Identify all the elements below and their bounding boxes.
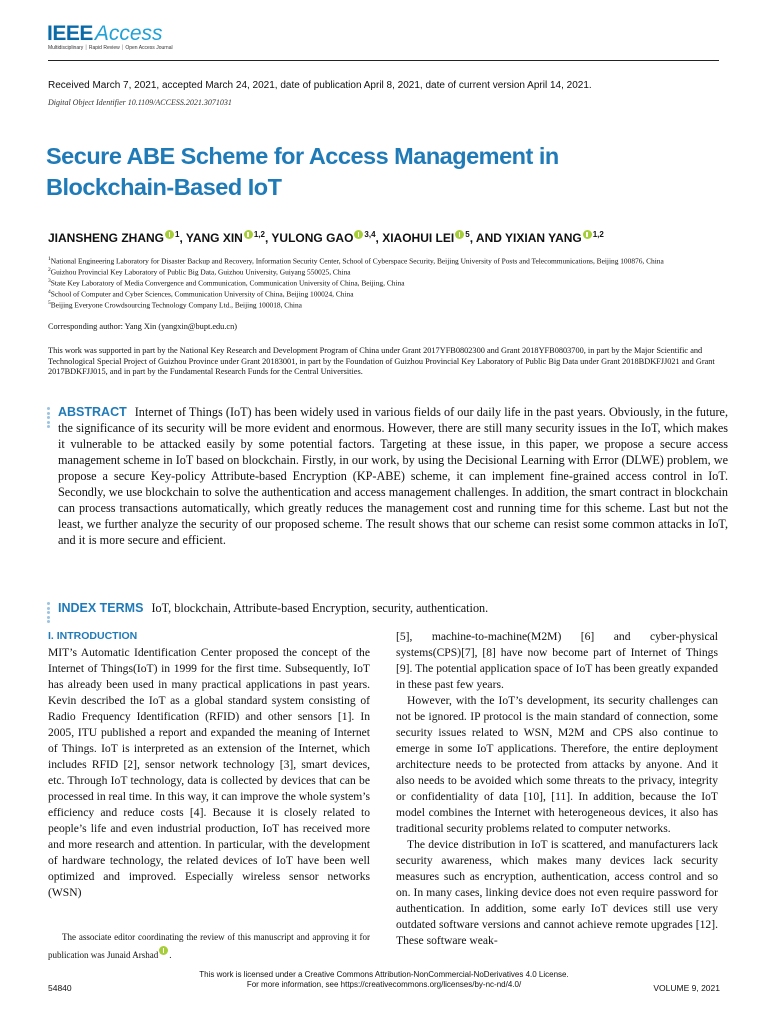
editor-footnote-text: The associate editor coordinating the review of this manuscript and approving it for publication was Junaid Arshad: [48, 932, 370, 960]
affiliation-item: [48, 266, 720, 277]
affiliation-text: Beijing Everyone Crowdsourcing Technology Company Ltd., Beijing 100018, China: [50, 300, 302, 310]
orcid-icon: [583, 230, 592, 239]
index-dots-icon: [47, 602, 50, 625]
author-name: AND YIXIAN YANG: [475, 231, 582, 245]
index-terms-text: IoT, blockchain, Attribute-based Encryption, security, authentication.: [151, 601, 489, 615]
affiliation-text: National Engineering Laboratory for Disaster Backup and Recovery, Information Security Center, School of Cyberspace Security, Beijing University of Posts and Telecommunications, Beijing 100876, China: [50, 256, 664, 266]
abstract: [58, 404, 728, 548]
paper-title: Secure ABE Scheme for Access Management in Blockchain-Based IoT: [46, 143, 559, 200]
orcid-icon: [159, 946, 168, 955]
corresponding-author: Corresponding author: Yang Xin (yangxin@bupt.edu.cn): [48, 322, 237, 331]
index-terms-heading: INDEX TERMS: [58, 601, 144, 615]
affiliations: [48, 255, 720, 310]
paragraph: However, with the IoT’s development, its security challenges can not be ignored. IP protocol is the main standard of connection, some security issues related to WSN, M2M and CPS also continue to emerge in some IoT applications. Therefore, the entire deployment architecture needs to be protected from attacks by anyone. And it also needs to be avoided which some threats to the privacy, integrity or confidentiality of data [10], [11]. In addition, because the IoT model combines the Internet with heterogeneous devices, it also has traditional security problems related to computer networks.: [396, 694, 718, 835]
orcid-icon: [244, 230, 253, 239]
abstract-heading: ABSTRACT: [58, 405, 127, 419]
affiliation-item: [48, 255, 720, 266]
journal-logo: [47, 22, 163, 46]
author-name: YULONG GAO: [271, 231, 354, 245]
logo-ieee: IEEE: [47, 22, 93, 45]
affiliation-text: School of Computer and Cyber Sciences, Communication University of China, Beijing 100024, China: [50, 289, 354, 299]
author-name: XIAOHUI LEI: [382, 231, 455, 245]
index-terms: [58, 600, 718, 616]
journal-tagline: Multidisciplinary ⏐ Rapid Review ⏐ Open Access Journal: [48, 45, 173, 51]
paragraph: MIT’s Automatic Identification Center proposed the concept of the Internet of Things(IoT) in 1999 for the first time. Subsequently, IoT has already been used in many practical applications in past years. Kevin described the IoT as a global standard system consisting of Radio Frequency Identification (RFID) and other sensors [1]. In 2005, ITU published a report and expanded the meaning of Internet of Things. IoT is interpreted as an extension of the Internet, which includes RFID [2], sensor network technology [3], smart devices, etc. Through IoT technology, data is collected by devices that can be processed in real time. In this way, it can improve the whole system’s efficiency and reduce costs [4]. Because it is closely related to people’s life and even industrial production, IoT has received more and more research and attention. In particular, with the development of hardware technology, the related devices of IoT have been well optimized and improved. Especially wireless sensor networks (WSN): [48, 646, 370, 899]
affiliation-text: Guizhou Provincial Key Laboratory of Public Big Data, Guizhou University, Guiyang 550025, China: [50, 267, 351, 277]
affiliation-number: 3: [48, 278, 51, 285]
body-column-left: [48, 645, 370, 901]
affiliation-item: [48, 288, 720, 299]
header-rule: [48, 60, 719, 61]
author-name: JIANSHENG ZHANG: [48, 231, 165, 245]
orcid-icon: [165, 230, 174, 239]
license-line-2: For more information, see https://creativecommons.org/licenses/by-nc-nd/4.0/: [246, 980, 522, 989]
editor-footnote: The associate editor coordinating the review of this manuscript and approving it for publication was Junaid Arshad .: [48, 932, 370, 960]
body-column-right: [396, 629, 718, 949]
author-affiliation-number: 1: [175, 230, 180, 239]
paragraph: The device distribution in IoT is scattered, and manufacturers lack security awareness, which makes many devices lack security measures such as encryption, authentication, access control and so on. In many cases, linking device does not even require password for authentication. In addition, some early IoT devices still use very outdated software versions and cannot achieve remote upgrades [12]. These software weak-: [396, 838, 718, 947]
funding-statement: This work was supported in part by the National Key Research and Development Program of China under Grant 2017YFB0802300 and Grant 2018YFB0803700, in part by the Major Scientific and Technological Special Project of Guizhou Province under Grant 20183001, in part by the Foundation of Guizhou Provincial Key Laboratory of Public Big Data under Grant 2018BDKFJJ021 and Grant 2017BDKFJJ015, and in part by the Fundamental Research Funds for the Central Universities.: [48, 346, 715, 376]
logo-access: Access: [94, 22, 163, 45]
page-number: 54840: [48, 983, 72, 993]
license-line-1: This work is licensed under a Creative Commons Attribution-NonCommercial-NoDerivatives 4.0 License.: [199, 970, 569, 979]
received-dates: Received March 7, 2021, accepted March 24, 2021, date of publication April 8, 2021, date of current version April 14, 2021.: [48, 80, 592, 91]
author-list: JIANSHENG ZHANG $^1$, YANG XIN $^{1,2}$, YULONG GAO $^{3,4}$, XIAOHUI LEI $^5$, AND YIXIAN YANG $^{1,2}$: [48, 230, 604, 245]
affiliation-number: 2: [48, 267, 51, 274]
abstract-dots-icon: [47, 407, 50, 430]
affiliation-item: [48, 299, 720, 310]
author-affiliation-number: 1,2: [253, 230, 265, 239]
orcid-icon: [354, 230, 363, 239]
affiliation-text: State Key Laboratory of Media Convergence and Communication, Communication University of China, Beijing, China: [50, 278, 405, 288]
paragraph: [5], machine-to-machine(M2M) [6] and cyber-physical systems(CPS)[7], [8] have now become part of Internet of Things [9]. The potential application space of IoT has been greatly expanded in these past few years.: [396, 630, 718, 691]
affiliation-number: 5: [48, 300, 51, 307]
affiliation-item: [48, 277, 720, 288]
section-heading-introduction: I. INTRODUCTION: [48, 630, 138, 642]
affiliation-number: 1: [48, 256, 51, 262]
orcid-icon: [455, 230, 464, 239]
affiliation-number: 4: [48, 289, 51, 296]
abstract-text: Internet of Things (IoT) has been widely used in various fields of our daily life in the past years. Obviously, in the future, the significance of its security will be more evident and enormous. However, there are still many security issues in the IoT, which makes it vulnerable to be attacked easily by some potential factors. Targeting at these issue, in this paper, we propose a secure access management scheme in IoT based on blockchain. Firstly, in our work, by using the Decisional Learning with Error (DLWE) problem, we propose a secure Key-policy Attribute-based Encryption (KP-ABE) scheme, it can implement fine-grained access control in IoT. Secondly, we use blockchain to solve the authentication and access management challenges. In addition, the smart contract in blockchain can process transactions automatically, which greatly reduces the management cost and running time for this scheme. Last but not the least, we further analyze the security of our proposed scheme. The result shows that our scheme can resist some common attacks in IoT, and it is more secure and efficient.: [58, 405, 728, 547]
doi-line: Digital Object Identifier 10.1109/ACCESS.2021.3071031: [48, 98, 232, 107]
author-affiliation-number: 5: [465, 230, 470, 239]
volume-label: VOLUME 9, 2021: [653, 983, 720, 993]
author-affiliation-number: 3,4: [364, 230, 376, 239]
author-affiliation-number: 1,2: [592, 230, 604, 239]
author-name: YANG XIN: [185, 231, 243, 245]
